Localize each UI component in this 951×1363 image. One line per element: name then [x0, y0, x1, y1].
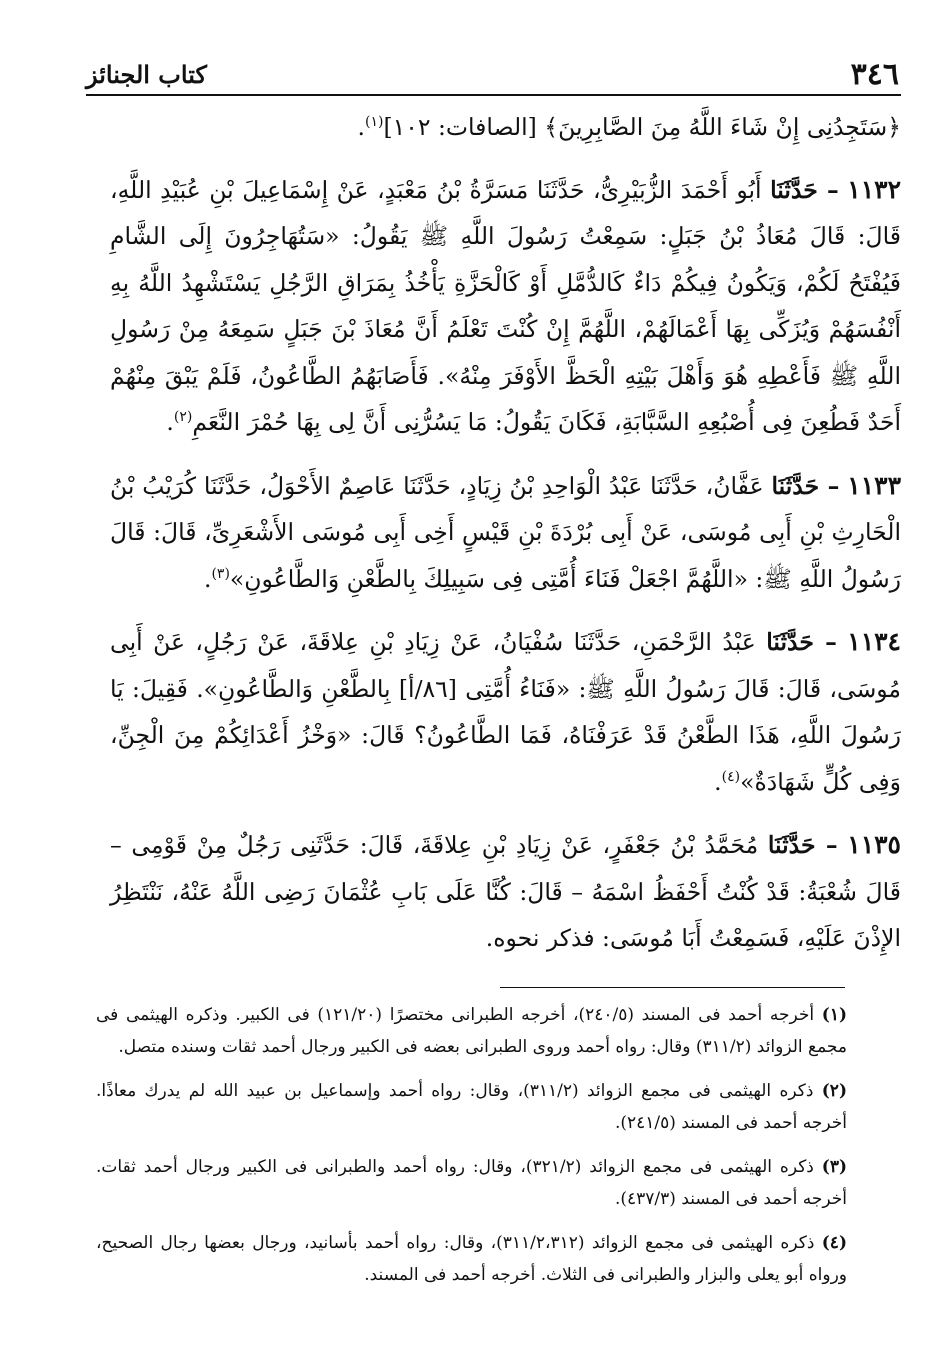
- punctuation: .: [714, 767, 722, 796]
- header-rule: [86, 94, 901, 96]
- footnote-number: (١): [821, 1005, 848, 1025]
- hadith-lead: – حَدَّثَنَا: [767, 831, 838, 859]
- hadith-1133: [110, 463, 901, 603]
- hadith-lead: – حَدَّثَنَا: [771, 471, 840, 500]
- hadith-text: عَبْدُ الرَّحْمَنِ، حَدَّثَنَا سُفْيَانُ، عَنْ زِيَادِ بْنِ عِلاقَةَ، عَنْ رَجُلٍ، عَنْ أَبِى مُوسَى، قَالَ: قَالَ رَسُولُ اللَّهِ ﷺ: «فَنَاءُ أُمَّتِى [٨٦/أ] بِالطَّعْنِ وَالطَّاعُونِ». فَقِيلَ: يَا رَسُولَ اللَّهِ، هَذَا الطَّعْنُ قَدْ عَرَفْنَاهُ، فَمَا الطَّاعُونُ؟ قَالَ: «وَخْزُ أَعْدَائِكُمْ مِنَ الْجِنِّ، وَفِى كُلٍّ شَهَادَةٌ»: [110, 628, 901, 796]
- hadith-text: أَبُو أَحْمَدَ الزُّبَيْرِىُّ، حَدَّثَنَا مَسَرَّةُ بْنُ مَعْبَدٍ، عَنْ إِسْمَاعِيلَ بْنِ عُبَيْدِ اللَّهِ، قَالَ: قَالَ مُعَاذُ بْنُ جَبَلٍ: سَمِعْتُ رَسُولَ اللَّهِ ﷺ يَقُولُ: «سَتُهَاجِرُونَ إِلَى الشَّامِ فَيُفْتَحُ لَكُمْ، وَيَكُونُ فِيكُمْ دَاءٌ كَالدُّمَّلِ أَوْ كَالْحَزَّةِ يَأْخُذُ بِمَرَاقِ الرَّجُلِ يَسْتَشْهِدُ اللَّهُ بِهِ أَنْفُسَهُمْ وَيُزَكِّى بِهَا أَعْمَالَهُمْ، اللَّهُمَّ إِنْ كُنْتَ تَعْلَمُ أَنَّ مُعَاذَ بْنَ جَبَلٍ سَمِعَهُ مِنْ رَسُولِ اللَّهِ ﷺ فَأَعْطِهِ هُوَ وَأَهْلَ بَيْتِهِ الْحَظَّ الأَوْفَرَ مِنْهُ». فَأَصَابَهُمُ الطَّاعُونُ، فَلَمْ يَبْقَ مِنْهُمْ أَحَدٌ فَطُعِنَ فِى أُصْبُعِهِ السَّبَّابَةِ، فَكَانَ يَقُولُ: مَا يَسُرُّنِى أَنَّ لِى بِهَا حُمْرَ النَّعَمِ: [110, 175, 901, 436]
- opening-verse: [110, 104, 901, 151]
- footnote-text: ذكره الهيثمى فى مجمع الزوائد (٣١١/٢،٣١٢)، وقال: رواه أحمد بأسانيد، ورجال بعضها رجال الصحيح، ورواه أبو يعلى والبزار والطبرانى فى الثلاث. أخرجه أحمد فى المسند.: [96, 1233, 847, 1285]
- footnote-ref: (٢): [173, 409, 193, 426]
- hadith-lead: – حَدَّثَنَا: [770, 175, 839, 204]
- hadith-1135: [110, 822, 901, 962]
- hadith-text: عَفَّانُ، حَدَّثَنَا عَبْدُ الْوَاحِدِ بْنُ زِيَادٍ، حَدَّثَنَا عَاصِمٌ الأَحْوَلُ، حَدَّثَنَا كُرَيْبُ بْنُ الْحَارِثِ بْنِ أَبِى مُوسَى، عَنْ أَبِى بُرْدَةَ بْنِ قَيْسٍ أَخِى أَبِى مُوسَى الأَشْعَرِىِّ، قَالَ: قَالَ رَسُولُ اللَّهِ ﷺ: «اللَّهُمَّ اجْعَلْ فَنَاءَ أُمَّتِى فِى سَبِيلِكَ بِالطَّعْنِ وَالطَّاعُونِ»: [110, 471, 901, 593]
- hadith-1134: [110, 619, 901, 805]
- footnote-text: أخرجه أحمد فى المسند (٢٤٠/٥)، أخرجه الطبرانى مختصرًا (١٢١/٢٠) فى الكبير. وذكره الهيثمى فى مجمع الزوائد (٣١١/٢) وقال: رواه أحمد وروى الطبرانى بعضه فى الكبير ورجال أحمد ثقات وسنده متصل.: [96, 1005, 847, 1057]
- punctuation: .: [357, 113, 365, 141]
- footnote-number: (٤): [821, 1233, 847, 1253]
- hadith-number: ١١٣٢: [847, 174, 901, 204]
- footnote-3: [96, 1151, 847, 1215]
- footnote-number: (٢): [821, 1081, 847, 1101]
- footnote-ref: (١): [364, 114, 384, 131]
- book-title: كتاب الجنائز: [86, 60, 207, 89]
- hadith-number: ١١٣٣: [847, 470, 901, 500]
- hadith-lead: – حَدَّثَنَا: [766, 628, 837, 656]
- main-text: [110, 104, 901, 979]
- hadith-text: مُحَمَّدُ بْنُ جَعْفَرٍ، عَنْ زِيَادِ بْنِ عِلاقَةَ، قَالَ: حَدَّثَنِى رَجُلٌ مِنْ قَوْمِى – قَالَ شُعْبَةُ: قَدْ كُنْتُ أَحْفَظُ اسْمَهُ – قَالَ: كُنَّا عَلَى بَابِ عُثْمَانَ رَضِى اللَّهُ عَنْهُ، نَنْتَظِرُ الإِذْنَ عَلَيْهِ، فَسَمِعْتُ أَبَا مُوسَى: فذكر نحوه.: [110, 831, 901, 952]
- footnote-text: ذكره الهيثمى فى مجمع الزوائد (٣٢١/٢)، وقال: رواه أحمد والطبرانى فى الكبير ورجال أحمد ثقات. أخرجه أحمد فى المسند (٤٣٧/٣).: [96, 1157, 847, 1209]
- hadith-number: ١١٣٤: [847, 627, 901, 656]
- footnote-4: [96, 1227, 847, 1291]
- footnote-separator: [500, 987, 845, 988]
- quran-quote: ﴿سَتَجِدُنِى إِنْ شَاءَ اللَّهُ مِنَ الصَّابِرِينَ﴾: [544, 113, 901, 141]
- punctuation: .: [166, 408, 174, 436]
- page-number: ٣٤٦: [850, 57, 899, 92]
- page-header: [86, 52, 899, 92]
- footnotes: [96, 999, 847, 1303]
- punctuation: .: [203, 564, 212, 593]
- footnote-number: (٣): [821, 1157, 847, 1177]
- footnote-1: [96, 999, 847, 1063]
- footnote-2: [96, 1075, 847, 1139]
- hadith-number: ١١٣٥: [847, 830, 901, 859]
- hadith-1132: [110, 167, 901, 446]
- footnote-ref: (٤): [721, 768, 741, 785]
- footnote-text: ذكره الهيثمى فى مجمع الزوائد (٣١١/٢)، وقال: رواه أحمد وإسماعيل بن عبيد الله لم يدرك معاذًا. أخرجه أحمد فى المسند (٢٤١/٥).: [96, 1081, 847, 1133]
- footnote-ref: (٣): [211, 565, 230, 582]
- quran-citation: [الصافات: ١٠٢]: [383, 113, 537, 141]
